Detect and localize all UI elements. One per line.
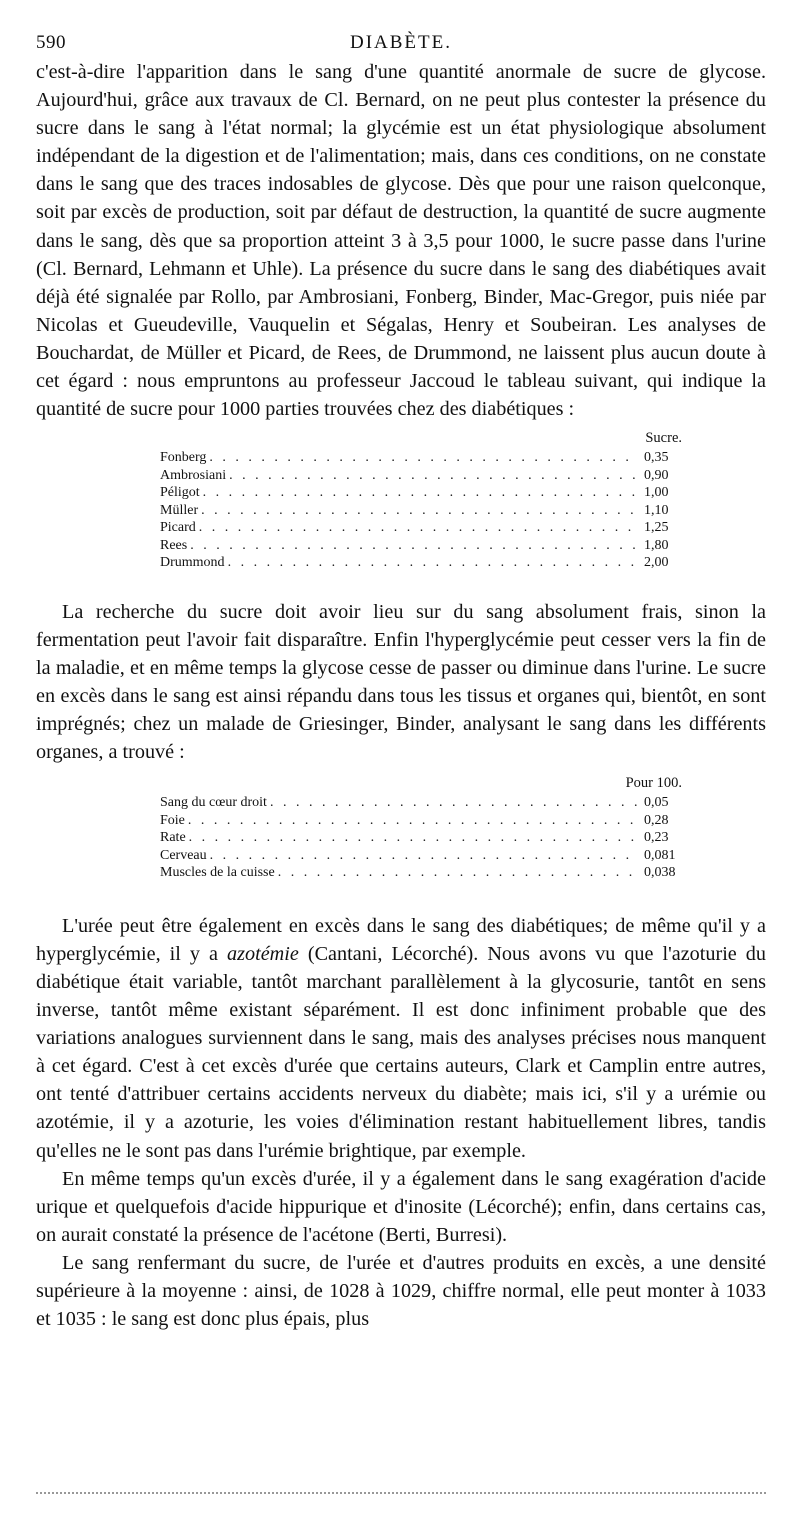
row-name: Ambrosiani [160, 467, 227, 483]
paragraph-5: Le sang renfermant du sucre, de l'urée et d'autres produits en excès, a une densité supérieure à la moyenne : ainsi, de 1028 à 1029, chiffre normal, elle peut monter à 1033 et 1035 : le sang est donc plus épais, plus [36, 1251, 766, 1331]
leader-dots [188, 812, 638, 830]
leader-dots [229, 467, 638, 485]
row-name: Drummond [160, 555, 225, 571]
leader-dots [228, 554, 638, 572]
paragraph-4: En même temps qu'un excès d'urée, il y a également dans le sang exagération d'acide urique et quelquefois d'acide hippurique et d'inosite (Lécorché); enfin, dans certains cas, on aurait constaté la présence de l'acétone (Berti, Burresi). [36, 1167, 766, 1246]
leader-dots [190, 537, 638, 555]
paragraph-3-italic-term: azotémie [227, 942, 299, 965]
table-row [160, 449, 682, 467]
paragraph-3-start: L'urée peut être également en excès dans le sang des diabétiques; de même qu'il y a hyperglycémie, il y a [36, 914, 766, 965]
table-row [160, 812, 682, 830]
table-row [160, 484, 682, 502]
row-value: 0,35 [644, 450, 669, 466]
row-name: Fonberg [160, 450, 207, 466]
row-value: 1,25 [644, 520, 669, 536]
leader-dots [201, 502, 638, 520]
leader-dots [199, 519, 638, 537]
table-row [160, 554, 682, 572]
paragraph-2: La recherche du sucre doit avoir lieu sur du sang absolument frais, sinon la fermentation peut l'avoir fait disparaître. Enfin l'hyperglycémie peut cesser vers la fin de la maladie, et en même temps la glycose cesse de passer ou diminue dans l'urine. Le sucre en excès dans le sang est ainsi répandu dans tous les tissus et organes qui, bientôt, en sont imprégnés; chez un malade de Griesinger, Binder, analysant le sang dans les différents organes, a trouvé : [36, 600, 766, 764]
row-name: Sang du cœur droit [160, 795, 267, 811]
table-row [160, 829, 682, 847]
leader-dots [209, 449, 638, 467]
page-number: 590 [36, 32, 66, 53]
table-row [160, 502, 682, 520]
row-value: 0,038 [644, 865, 676, 881]
leader-dots [203, 484, 638, 502]
row-value: 2,00 [644, 555, 669, 571]
sugar-table [160, 429, 682, 572]
leader-dots [210, 847, 638, 865]
paragraph-3 [36, 912, 766, 1165]
row-name: Rate [160, 830, 186, 846]
row-name: Müller [160, 502, 199, 518]
table-row [160, 519, 682, 537]
paragraph-1: c'est-à-dire l'apparition dans le sang d'une quantité anormale de sucre de glycose. Aujourd'hui, grâce aux travaux de Cl. Bernard, on ne peut plus contester la présence du sucre dans le sang à l'état normal; la glycémie est un état physiologique absolument indépendant de la digestion et de l'alimentation; mais, dans ces conditions, on ne constate dans le sang que des traces indosables de glycose. Dès que pour une raison quelconque, soit par excès de production, soit par défaut de destruction, la quantité de sucre augmente dans le sang, dès que sa proportion atteint 3 à 3,5 pour 1000, le sucre passe dans l'urine (Cl. Bernard, Lehmann et Uhle). La présence du sucre dans le sang des diabétiques avait déjà été signalée par Rollo, par Ambrosiani, Fonberg, Binder, Mac-Gregor, puis niée par Nicolas et Gueudeville, Vauquelin et Ségalas, Henry et Soubeiran. Les analyses de Bouchardat, de Müller et Picard, de Rees, de Drummond, ne laissent plus aucun doute à cet égard : nous empruntons au professeur Jaccoud le tableau suivant, qui indique la quantité de sucre pour 1000 parties trouvées chez des diabétiques : [36, 61, 766, 421]
row-value: 0,23 [644, 830, 669, 846]
paragraph-3-end: (Cantani, Lécorché). Nous avons vu que l'azoturie du diabétique était variable, tantôt marchant parallèlement à la glycosurie, tantôt en sens inverse, tantôt même existant séparément. Il est donc infiniment probable que des variations analogues surviennent dans le sang, mais des analyses précises nous manquent à cet égard. C'est à cet excès d'urée que certains auteurs, Clark et Camplin entre autres, ont tenté d'attribuer certains accidents nerveux du diabète; mais ici, s'il y a urémie ou azotémie, il y a azoturie, les voies d'élimination restant habituellement libres, tandis qu'elles ne le sont pas dans l'urémie brightique, par exemple. [36, 942, 766, 1162]
organs-table-header: Pour 100. [625, 775, 682, 792]
table-row [160, 864, 682, 882]
table-row [160, 794, 682, 812]
footer-rule [36, 1492, 766, 1498]
row-value: 1,80 [644, 537, 669, 553]
row-value: 1,10 [644, 502, 669, 518]
organs-table [160, 774, 682, 882]
leader-dots [270, 794, 638, 812]
row-value: 0,90 [644, 467, 669, 483]
row-name: Muscles de la cuisse [160, 865, 275, 881]
row-name: Foie [160, 812, 185, 828]
row-name: Cerveau [160, 847, 207, 863]
row-value: 0,05 [644, 795, 669, 811]
row-value: 1,00 [644, 485, 669, 501]
table-row [160, 537, 682, 555]
table-row [160, 467, 682, 485]
page-body [36, 28, 766, 1333]
page-header [36, 28, 766, 58]
row-value: 0,081 [644, 847, 676, 863]
row-name: Picard [160, 520, 196, 536]
leader-dots [278, 864, 638, 882]
row-name: Péligot [160, 485, 200, 501]
table-row [160, 847, 682, 865]
leader-dots [189, 829, 638, 847]
row-value: 0,28 [644, 812, 669, 828]
running-head: DIABÈTE. [349, 32, 452, 53]
sugar-table-header: Sucre. [645, 430, 682, 447]
row-name: Rees [160, 537, 188, 553]
